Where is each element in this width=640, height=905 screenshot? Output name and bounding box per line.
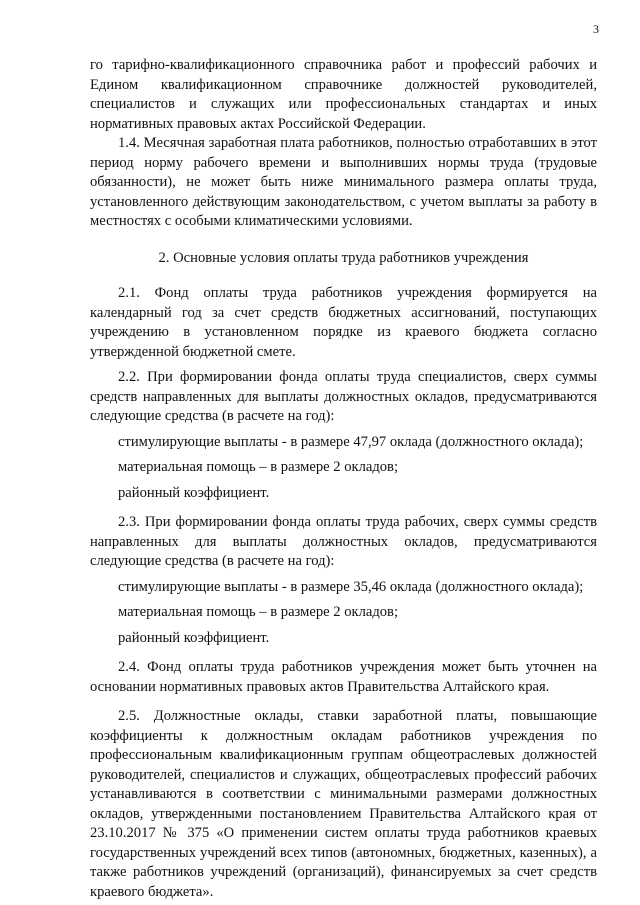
section-heading: 2. Основные условия оплаты труда работников учреждения [158,249,529,266]
paragraph-2-4: 2.4. Фонд оплаты труда работников учреждения может быть уточнен на основании нормативных правовых актов Правительства Алтайского края. [90,659,597,695]
paragraph-2-3: 2.3. При формировании фонда оплаты труда рабочих, сверх суммы средств направленных для выплаты должностных окладов, предусматриваются следующие средства (в расчете на год): [90,514,597,569]
paragraph-continuation: го тарифно-квалификационного справочника работ и профессий рабочих и Едином квалификационном справочнике должностей руководителей, специалистов и служащих или профессиональных стандартах и иных нормативных правовых актах Российской Федерации. [90,57,597,132]
paragraph-1-4: 1.4. Месячная заработная плата работников, полностью отработавших в этот период норму рабочего времени и выполнивших нормы труда (трудовые обязанности), не может быть ниже минимального размера оплаты труда, установленного действующим законодательством, с учетом выплаты за работу в местностях с особыми климатическими условиями. [90,135,597,229]
paragraph-2-3-stimulating: стимулирующие выплаты - в размере 35,46 оклада (должностного оклада); [118,578,584,595]
paragraph-2-2: 2.2. При формировании фонда оплаты труда специалистов, сверх суммы средств направленных для выплаты должностных окладов, предусматриваются следующие средства (в расчете на год): [90,369,597,424]
paragraph-2-3-material-aid: материальная помощь – в размере 2 окладов; [118,604,399,620]
paragraph-2-1: 2.1. Фонд оплаты труда работников учреждения формируется на календарный год за счет средств бюджетных ассигнований, поступающих учреждению в установленном порядке из краевого бюджета согласно утвержденной бюджетной смете. [90,285,597,360]
paragraph-2-2-material-aid: материальная помощь – в размере 2 окладов; [118,459,399,475]
paragraph-2-2-stimulating: стимулирующие выплаты - в размере 47,97 оклада (должностного оклада); [118,433,584,450]
paragraph-2-5: 2.5. Должностные оклады, ставки заработной платы, повышающие коэффициенты к должностным окладам работников учреждения по профессиональным квалификационным группам общеотраслевых должностей руководителей, специалистов и служащих, общеотраслевых профессий рабочих устанавливаются в соответствии с минимальными размерами должностных окладов, утвержденными постановлением Правительства Алтайского края от 23.10.2017 № 375 «О применении систем оплаты труда работников краевых государственных учреждений всех типов (автономных, бюджетных, казенных), а также работников учреждений (организаций), финансируемых за счет средств краевого бюджета». [90,708,597,900]
paragraph-2-2-regional-coefficient: районный коэффициент. [118,484,270,501]
document-body [90,56,597,902]
page-number: 3 [593,22,599,36]
paragraph-2-3-regional-coefficient: районный коэффициент. [118,629,270,646]
